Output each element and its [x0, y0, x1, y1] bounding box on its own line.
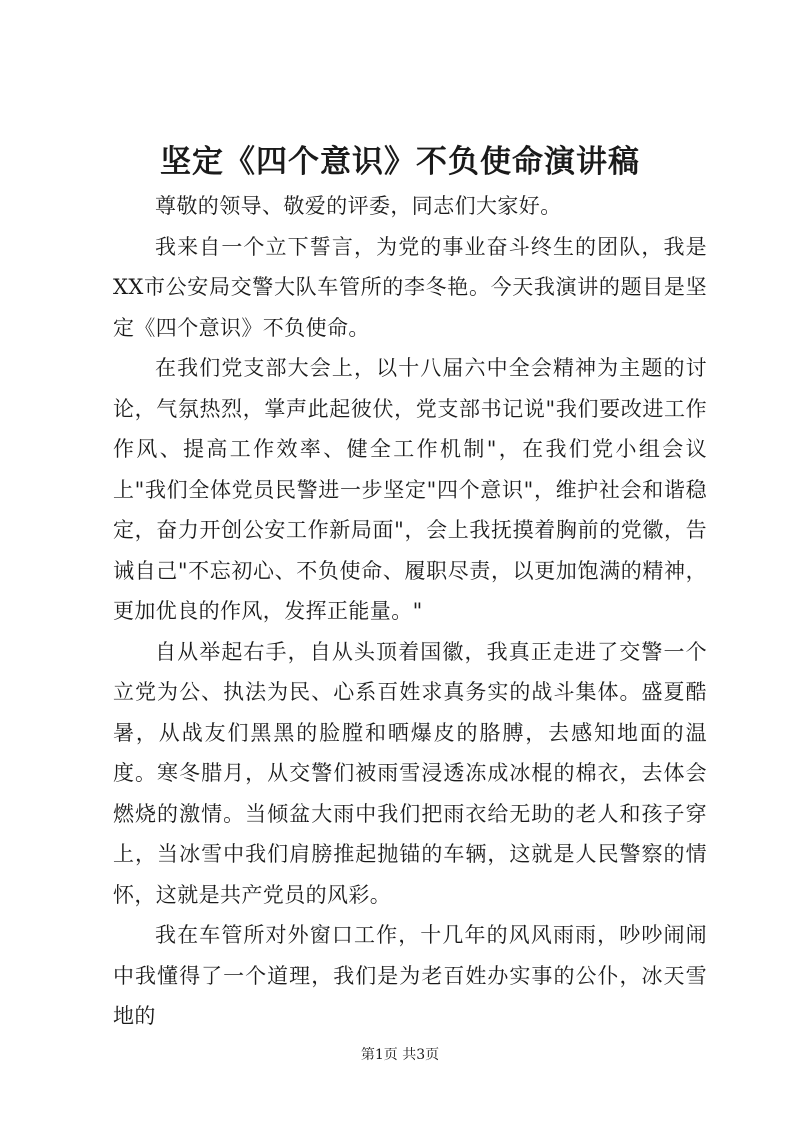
paragraph-party-meeting: 在我们党支部大会上，以十八届六中全会精神为主题的讨论，气氛热烈，掌声此起彼伏，党支部书记说"我们要改进工作作风、提高工作效率、健全工作机制"，在我们党小组会议上"我们全体党员民警进一步坚定"四个意识"，维护社会和谐稳定，奋力开创公安工作新局面"，会上我抚摸着胸前的党徽，告诫自己"不忘初心、不负使命、履职尽责，以更加饱满的精神，更加优良的作风，发挥正能量。" [113, 356, 707, 623]
document-title: 坚定《四个意识》不负使命演讲稿 [160, 144, 640, 180]
paragraph-police-duty: 自从举起右手，自从头顶着国徽，我真正走进了交警一个立党为公、执法为民、心系百姓求真务实的战斗集体。盛夏酷暑，从战友们黑黑的脸膛和晒爆皮的胳膊，去感知地面的温度。寒冬腊月，从交警们被雨雪浸透冻成冰棍的棉衣，去体会燃烧的激情。当倾盆大雨中我们把雨衣给无助的老人和孩子穿上，当冰雪中我们肩膀推起抛锚的车辆，这就是人民警察的情怀，这就是共产党员的风彩。 [113, 639, 707, 907]
paragraph-service-window: 我在车管所对外窗口工作，十几年的风风雨雨，吵吵闹闹中我懂得了一个道理，我们是为老百姓办实事的公仆，冰天雪地的 [113, 923, 707, 1028]
paragraph-introduction: 我来自一个立下誓言，为党的事业奋斗终生的团队，我是XX市公安局交警大队车管所的李冬艳。今天我演讲的题目是坚定《四个意识》不负使命。 [113, 234, 707, 340]
page-number-footer: 第1页 共3页 [360, 1047, 440, 1063]
paragraph-greeting: 尊敬的领导、敬爱的评委，同志们大家好。 [155, 194, 562, 218]
document-body [113, 186, 707, 1037]
